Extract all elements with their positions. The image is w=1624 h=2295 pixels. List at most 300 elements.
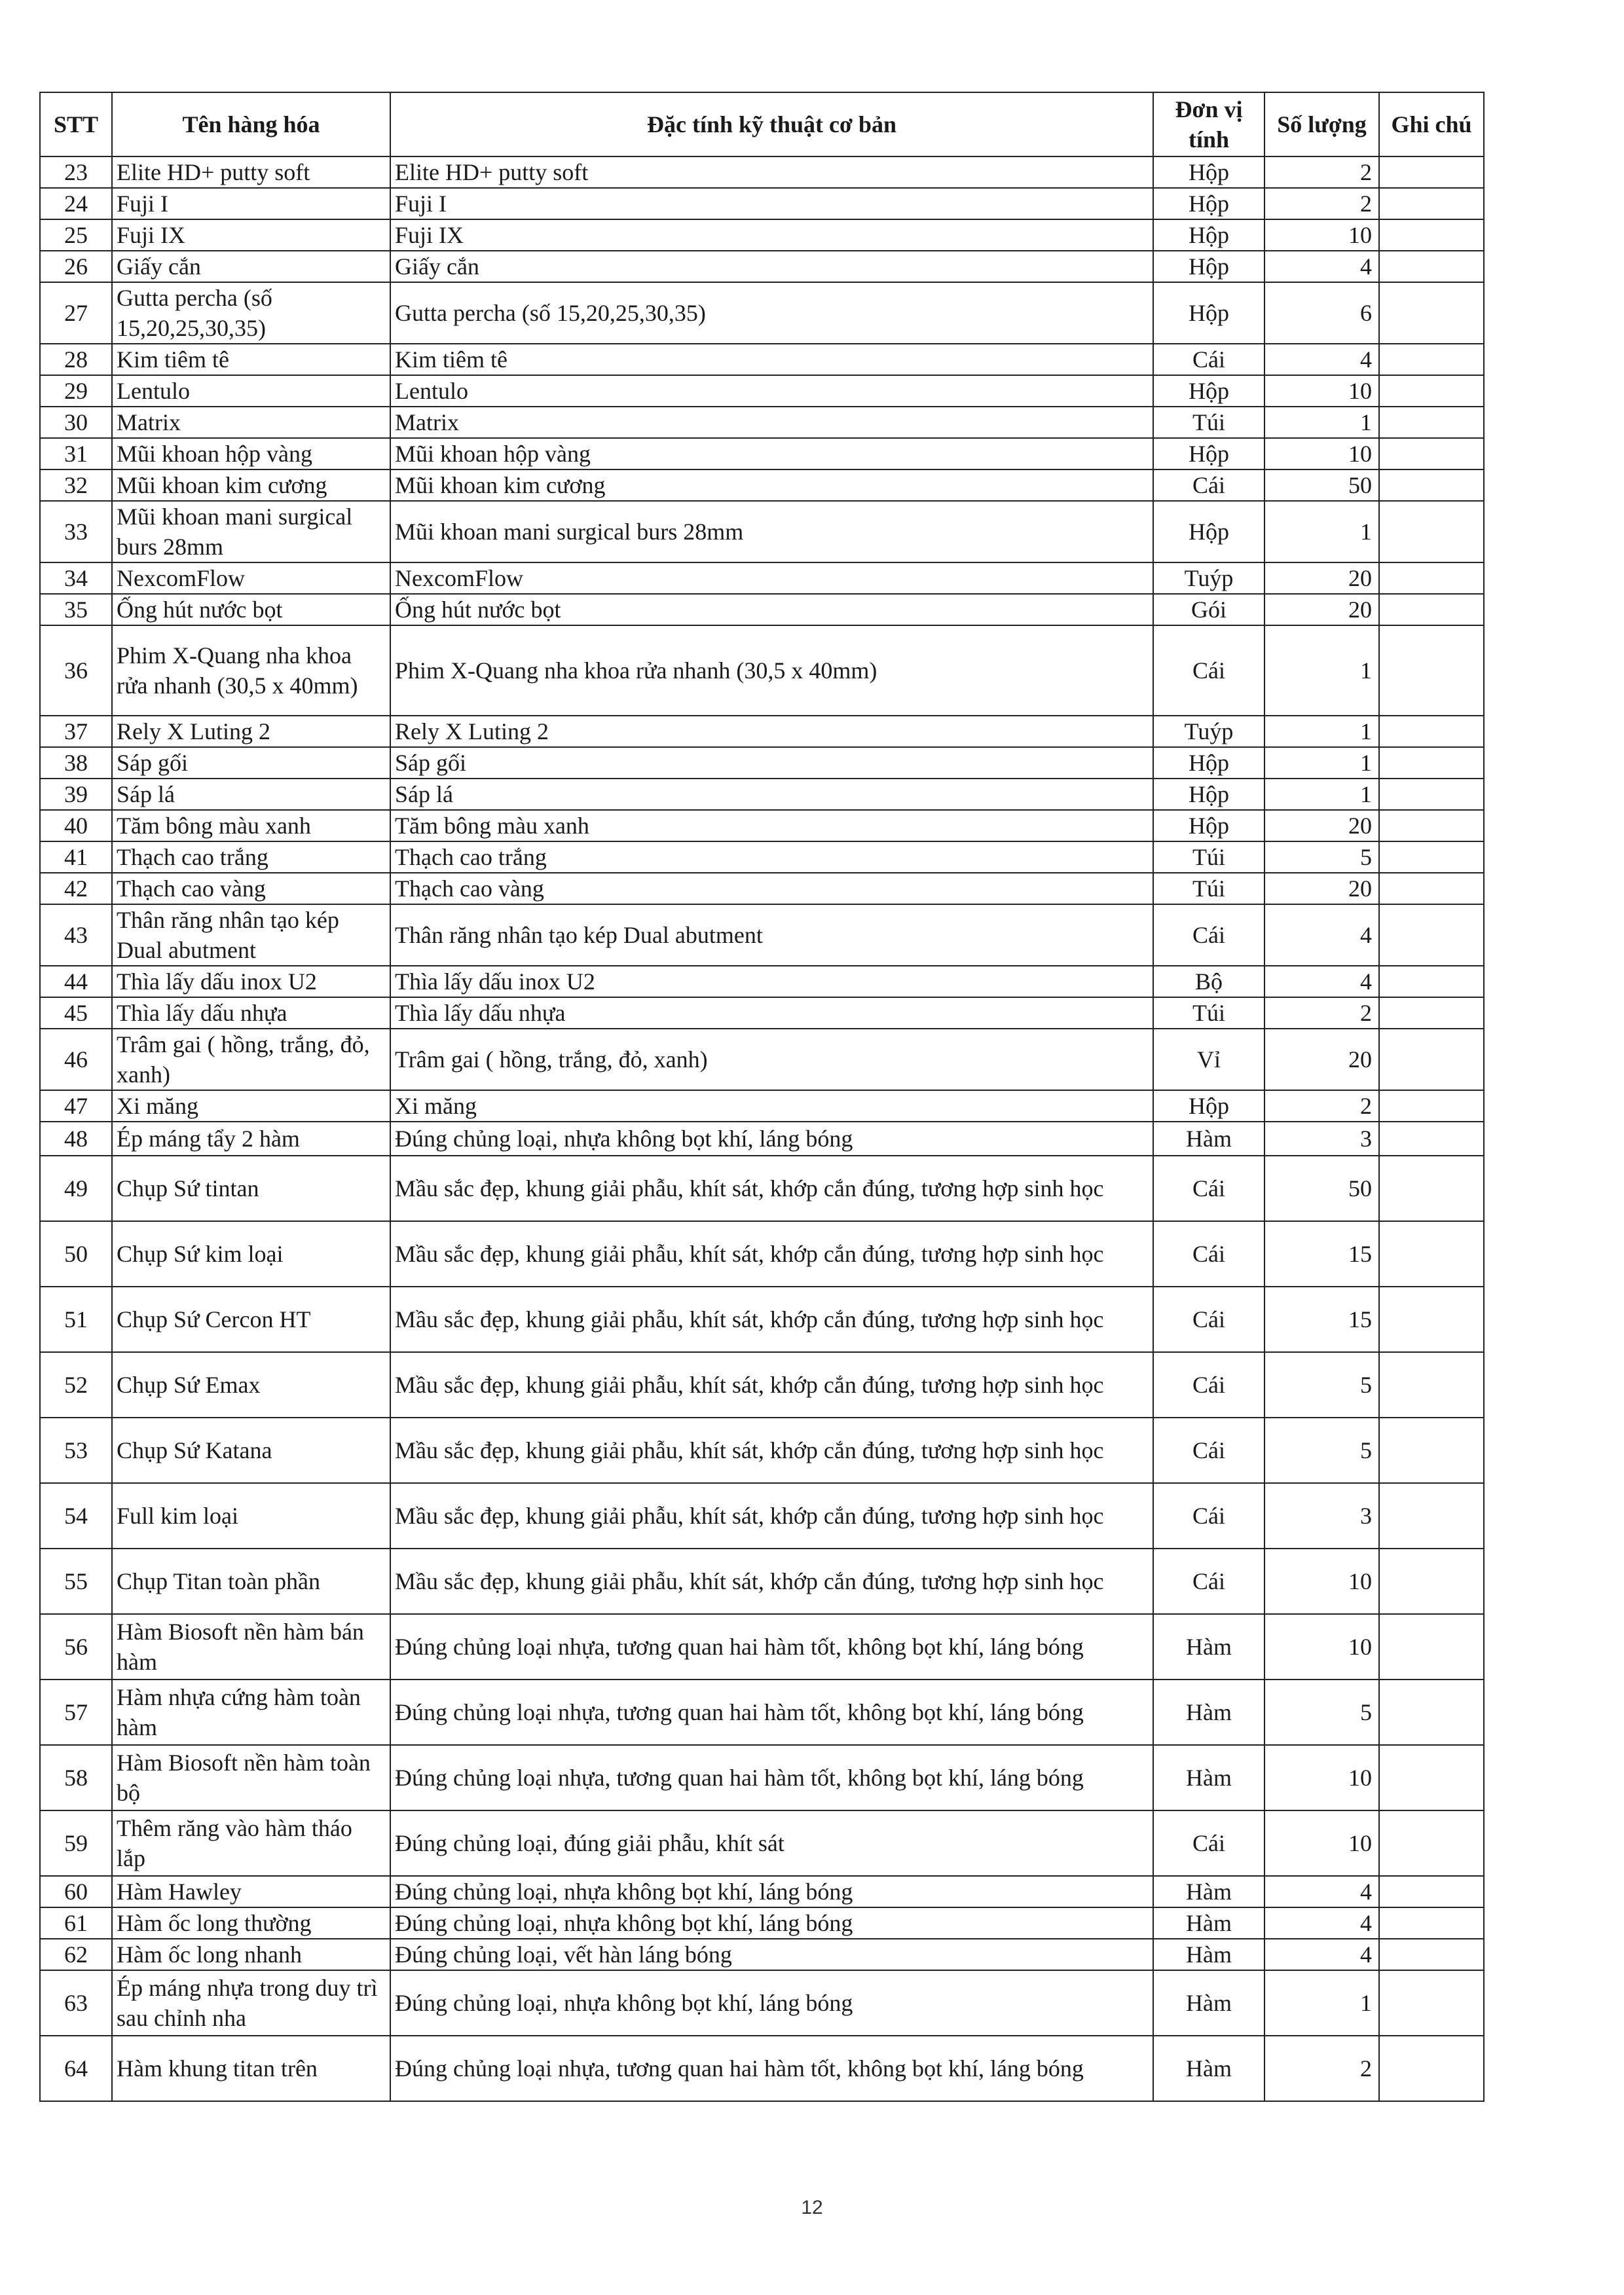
cell-note bbox=[1379, 1483, 1484, 1549]
cell-spec: Mũi khoan kim cương bbox=[390, 469, 1153, 501]
cell-qty: 3 bbox=[1264, 1122, 1379, 1156]
table-row bbox=[40, 282, 1484, 344]
cell-name: Mũi khoan mani surgical burs 28mm bbox=[112, 501, 390, 562]
table-row bbox=[40, 747, 1484, 779]
table-row bbox=[40, 1287, 1484, 1352]
cell-unit: Cái bbox=[1153, 1352, 1264, 1418]
cell-note bbox=[1379, 625, 1484, 716]
cell-stt: 23 bbox=[40, 156, 112, 188]
cell-name: Kim tiêm tê bbox=[112, 344, 390, 375]
cell-spec: Thạch cao trắng bbox=[390, 841, 1153, 873]
cell-qty: 1 bbox=[1264, 716, 1379, 747]
cell-stt: 59 bbox=[40, 1810, 112, 1876]
cell-name: Hàm nhựa cứng hàm toàn hàm bbox=[112, 1680, 390, 1745]
cell-name: Hàm Hawley bbox=[112, 1876, 390, 1907]
table-row bbox=[40, 2036, 1484, 2101]
cell-stt: 62 bbox=[40, 1939, 112, 1970]
cell-spec: Tăm bông màu xanh bbox=[390, 810, 1153, 841]
cell-unit: Vỉ bbox=[1153, 1029, 1264, 1090]
cell-name: Sáp gối bbox=[112, 747, 390, 779]
cell-stt: 41 bbox=[40, 841, 112, 873]
cell-qty: 1 bbox=[1264, 779, 1379, 810]
cell-note bbox=[1379, 873, 1484, 904]
cell-name: Chụp Sứ Cercon HT bbox=[112, 1287, 390, 1352]
cell-qty: 10 bbox=[1264, 1810, 1379, 1876]
table-row bbox=[40, 1876, 1484, 1907]
cell-stt: 58 bbox=[40, 1745, 112, 1810]
cell-name: NexcomFlow bbox=[112, 562, 390, 594]
table-row bbox=[40, 716, 1484, 747]
cell-note bbox=[1379, 1907, 1484, 1939]
cell-qty: 5 bbox=[1264, 1352, 1379, 1418]
cell-name: Thìa lấy dấu inox U2 bbox=[112, 966, 390, 997]
cell-qty: 1 bbox=[1264, 747, 1379, 779]
cell-name: Hàm ốc long nhanh bbox=[112, 1939, 390, 1970]
cell-stt: 45 bbox=[40, 997, 112, 1029]
cell-unit: Hàm bbox=[1153, 1970, 1264, 2036]
cell-unit: Cái bbox=[1153, 1810, 1264, 1876]
cell-stt: 46 bbox=[40, 1029, 112, 1090]
cell-spec: Mầu sắc đẹp, khung giải phẫu, khít sát, khớp cắn đúng, tương hợp sinh học bbox=[390, 1156, 1153, 1221]
cell-note bbox=[1379, 375, 1484, 407]
cell-name: Chụp Sứ Emax bbox=[112, 1352, 390, 1418]
cell-spec: Thạch cao vàng bbox=[390, 873, 1153, 904]
cell-qty: 6 bbox=[1264, 282, 1379, 344]
cell-note bbox=[1379, 1745, 1484, 1810]
cell-note bbox=[1379, 997, 1484, 1029]
cell-qty: 15 bbox=[1264, 1221, 1379, 1287]
table-row bbox=[40, 1745, 1484, 1810]
cell-unit: Hộp bbox=[1153, 156, 1264, 188]
cell-spec: Mầu sắc đẹp, khung giải phẫu, khít sát, khớp cắn đúng, tương hợp sinh học bbox=[390, 1418, 1153, 1483]
table-row bbox=[40, 156, 1484, 188]
cell-stt: 51 bbox=[40, 1287, 112, 1352]
cell-note bbox=[1379, 904, 1484, 966]
cell-name: Thân răng nhân tạo kép Dual abutment bbox=[112, 904, 390, 966]
cell-stt: 40 bbox=[40, 810, 112, 841]
table-row bbox=[40, 1418, 1484, 1483]
cell-spec: Matrix bbox=[390, 407, 1153, 438]
cell-unit: Hộp bbox=[1153, 438, 1264, 469]
cell-stt: 44 bbox=[40, 966, 112, 997]
cell-spec: Thìa lấy dấu inox U2 bbox=[390, 966, 1153, 997]
cell-unit: Cái bbox=[1153, 344, 1264, 375]
cell-stt: 42 bbox=[40, 873, 112, 904]
cell-qty: 5 bbox=[1264, 1680, 1379, 1745]
cell-name: Hàm khung titan trên bbox=[112, 2036, 390, 2101]
cell-stt: 64 bbox=[40, 2036, 112, 2101]
cell-spec: Trâm gai ( hồng, trắng, đỏ, xanh) bbox=[390, 1029, 1153, 1090]
cell-spec: Mầu sắc đẹp, khung giải phẫu, khít sát, khớp cắn đúng, tương hợp sinh học bbox=[390, 1287, 1153, 1352]
table-row bbox=[40, 779, 1484, 810]
cell-unit: Hộp bbox=[1153, 810, 1264, 841]
cell-name: Ống hút nước bọt bbox=[112, 594, 390, 625]
cell-qty: 2 bbox=[1264, 188, 1379, 219]
cell-stt: 29 bbox=[40, 375, 112, 407]
table-row bbox=[40, 966, 1484, 997]
cell-note bbox=[1379, 1221, 1484, 1287]
cell-qty: 4 bbox=[1264, 1876, 1379, 1907]
cell-spec: Mầu sắc đẹp, khung giải phẫu, khít sát, khớp cắn đúng, tương hợp sinh học bbox=[390, 1483, 1153, 1549]
cell-spec: Lentulo bbox=[390, 375, 1153, 407]
cell-note bbox=[1379, 716, 1484, 747]
cell-stt: 47 bbox=[40, 1090, 112, 1122]
cell-qty: 2 bbox=[1264, 1090, 1379, 1122]
cell-note bbox=[1379, 562, 1484, 594]
header-stt: STT bbox=[40, 92, 112, 156]
cell-qty: 10 bbox=[1264, 1614, 1379, 1680]
cell-note bbox=[1379, 1418, 1484, 1483]
cell-spec: Kim tiêm tê bbox=[390, 344, 1153, 375]
cell-name: Mũi khoan hộp vàng bbox=[112, 438, 390, 469]
cell-unit: Túi bbox=[1153, 873, 1264, 904]
cell-unit: Hộp bbox=[1153, 188, 1264, 219]
cell-note bbox=[1379, 1680, 1484, 1745]
cell-stt: 57 bbox=[40, 1680, 112, 1745]
table-header-row bbox=[40, 92, 1484, 156]
cell-note bbox=[1379, 1156, 1484, 1221]
cell-qty: 4 bbox=[1264, 1939, 1379, 1970]
cell-spec: Đúng chủng loại nhựa, tương quan hai hàm tốt, không bọt khí, láng bóng bbox=[390, 1614, 1153, 1680]
cell-unit: Cái bbox=[1153, 1418, 1264, 1483]
table-row bbox=[40, 219, 1484, 251]
cell-note bbox=[1379, 501, 1484, 562]
cell-stt: 54 bbox=[40, 1483, 112, 1549]
cell-note bbox=[1379, 1549, 1484, 1614]
cell-note bbox=[1379, 1352, 1484, 1418]
cell-qty: 4 bbox=[1264, 1907, 1379, 1939]
cell-note bbox=[1379, 594, 1484, 625]
cell-unit: Gói bbox=[1153, 594, 1264, 625]
table-row bbox=[40, 1614, 1484, 1680]
table-row bbox=[40, 1122, 1484, 1156]
cell-stt: 31 bbox=[40, 438, 112, 469]
cell-note bbox=[1379, 1970, 1484, 2036]
cell-spec: Đúng chủng loại nhựa, tương quan hai hàm tốt, không bọt khí, láng bóng bbox=[390, 2036, 1153, 2101]
cell-qty: 4 bbox=[1264, 966, 1379, 997]
cell-note bbox=[1379, 438, 1484, 469]
cell-stt: 34 bbox=[40, 562, 112, 594]
cell-qty: 4 bbox=[1264, 904, 1379, 966]
cell-name: Chụp Sứ tintan bbox=[112, 1156, 390, 1221]
table-row bbox=[40, 1352, 1484, 1418]
cell-unit: Hàm bbox=[1153, 1122, 1264, 1156]
cell-unit: Cái bbox=[1153, 625, 1264, 716]
cell-name: Fuji IX bbox=[112, 219, 390, 251]
table-row bbox=[40, 251, 1484, 282]
cell-stt: 30 bbox=[40, 407, 112, 438]
cell-stt: 35 bbox=[40, 594, 112, 625]
cell-qty: 10 bbox=[1264, 438, 1379, 469]
cell-name: Chụp Titan toàn phần bbox=[112, 1549, 390, 1614]
cell-unit: Hàm bbox=[1153, 2036, 1264, 2101]
cell-note bbox=[1379, 810, 1484, 841]
cell-unit: Cái bbox=[1153, 1483, 1264, 1549]
cell-unit: Hàm bbox=[1153, 1907, 1264, 1939]
cell-stt: 28 bbox=[40, 344, 112, 375]
cell-spec: Mầu sắc đẹp, khung giải phẫu, khít sát, khớp cắn đúng, tương hợp sinh học bbox=[390, 1221, 1153, 1287]
cell-stt: 48 bbox=[40, 1122, 112, 1156]
table-row bbox=[40, 1810, 1484, 1876]
cell-spec: Xi măng bbox=[390, 1090, 1153, 1122]
cell-spec: Fuji I bbox=[390, 188, 1153, 219]
cell-stt: 63 bbox=[40, 1970, 112, 2036]
cell-name: Ép máng tẩy 2 hàm bbox=[112, 1122, 390, 1156]
cell-spec: Đúng chủng loại, nhựa không bọt khí, láng bóng bbox=[390, 1970, 1153, 2036]
cell-unit: Tuýp bbox=[1153, 716, 1264, 747]
cell-qty: 1 bbox=[1264, 625, 1379, 716]
cell-stt: 43 bbox=[40, 904, 112, 966]
header-unit: Đơn vị tính bbox=[1153, 92, 1264, 156]
cell-spec: Gutta percha (số 15,20,25,30,35) bbox=[390, 282, 1153, 344]
cell-note bbox=[1379, 219, 1484, 251]
cell-spec: Phim X-Quang nha khoa rửa nhanh (30,5 x 40mm) bbox=[390, 625, 1153, 716]
cell-stt: 25 bbox=[40, 219, 112, 251]
cell-qty: 50 bbox=[1264, 1156, 1379, 1221]
cell-stt: 36 bbox=[40, 625, 112, 716]
cell-unit: Hộp bbox=[1153, 779, 1264, 810]
cell-stt: 56 bbox=[40, 1614, 112, 1680]
header-name: Tên hàng hóa bbox=[112, 92, 390, 156]
cell-name: Fuji I bbox=[112, 188, 390, 219]
cell-name: Chụp Sứ Katana bbox=[112, 1418, 390, 1483]
table-row bbox=[40, 594, 1484, 625]
cell-name: Giấy cắn bbox=[112, 251, 390, 282]
cell-note bbox=[1379, 966, 1484, 997]
cell-name: Trâm gai ( hồng, trắng, đỏ, xanh) bbox=[112, 1029, 390, 1090]
cell-stt: 38 bbox=[40, 747, 112, 779]
cell-qty: 1 bbox=[1264, 1970, 1379, 2036]
table-row bbox=[40, 810, 1484, 841]
cell-name: Tăm bông màu xanh bbox=[112, 810, 390, 841]
cell-spec: Đúng chủng loại, nhựa không bọt khí, láng bóng bbox=[390, 1876, 1153, 1907]
cell-spec: Thìa lấy dấu nhựa bbox=[390, 997, 1153, 1029]
table-row bbox=[40, 997, 1484, 1029]
header-qty: Số lượng bbox=[1264, 92, 1379, 156]
cell-qty: 1 bbox=[1264, 407, 1379, 438]
cell-note bbox=[1379, 747, 1484, 779]
table-row bbox=[40, 562, 1484, 594]
cell-unit: Hàm bbox=[1153, 1680, 1264, 1745]
cell-stt: 39 bbox=[40, 779, 112, 810]
table-row bbox=[40, 1221, 1484, 1287]
cell-name: Full kim loại bbox=[112, 1483, 390, 1549]
cell-note bbox=[1379, 1939, 1484, 1970]
cell-spec: Rely X Luting 2 bbox=[390, 716, 1153, 747]
cell-note bbox=[1379, 156, 1484, 188]
cell-note bbox=[1379, 1810, 1484, 1876]
cell-unit: Hộp bbox=[1153, 251, 1264, 282]
cell-unit: Hộp bbox=[1153, 219, 1264, 251]
table-row bbox=[40, 407, 1484, 438]
cell-unit: Hộp bbox=[1153, 282, 1264, 344]
cell-unit: Cái bbox=[1153, 904, 1264, 966]
cell-unit: Cái bbox=[1153, 1156, 1264, 1221]
cell-note bbox=[1379, 1029, 1484, 1090]
cell-name: Matrix bbox=[112, 407, 390, 438]
cell-unit: Túi bbox=[1153, 407, 1264, 438]
cell-note bbox=[1379, 841, 1484, 873]
cell-name: Lentulo bbox=[112, 375, 390, 407]
table-row bbox=[40, 438, 1484, 469]
cell-unit: Cái bbox=[1153, 1221, 1264, 1287]
table-row bbox=[40, 1156, 1484, 1221]
cell-qty: 2 bbox=[1264, 2036, 1379, 2101]
cell-note bbox=[1379, 344, 1484, 375]
cell-note bbox=[1379, 282, 1484, 344]
cell-qty: 50 bbox=[1264, 469, 1379, 501]
cell-name: Elite HD+ putty soft bbox=[112, 156, 390, 188]
cell-qty: 10 bbox=[1264, 1745, 1379, 1810]
cell-unit: Hộp bbox=[1153, 747, 1264, 779]
table-row bbox=[40, 1549, 1484, 1614]
cell-qty: 2 bbox=[1264, 156, 1379, 188]
cell-name: Xi măng bbox=[112, 1090, 390, 1122]
cell-spec: Đúng chủng loại, đúng giải phẫu, khít sát bbox=[390, 1810, 1153, 1876]
cell-spec: Đúng chủng loại, vết hàn láng bóng bbox=[390, 1939, 1153, 1970]
cell-note bbox=[1379, 2036, 1484, 2101]
cell-stt: 52 bbox=[40, 1352, 112, 1418]
cell-stt: 55 bbox=[40, 1549, 112, 1614]
cell-stt: 32 bbox=[40, 469, 112, 501]
table-row bbox=[40, 469, 1484, 501]
cell-qty: 5 bbox=[1264, 1418, 1379, 1483]
cell-name: Rely X Luting 2 bbox=[112, 716, 390, 747]
cell-qty: 1 bbox=[1264, 501, 1379, 562]
cell-name: Thạch cao vàng bbox=[112, 873, 390, 904]
cell-name: Mũi khoan kim cương bbox=[112, 469, 390, 501]
cell-unit: Cái bbox=[1153, 1287, 1264, 1352]
cell-note bbox=[1379, 779, 1484, 810]
cell-note bbox=[1379, 1876, 1484, 1907]
cell-note bbox=[1379, 469, 1484, 501]
table-row bbox=[40, 1029, 1484, 1090]
cell-unit: Hàm bbox=[1153, 1614, 1264, 1680]
cell-qty: 10 bbox=[1264, 1549, 1379, 1614]
cell-note bbox=[1379, 1090, 1484, 1122]
header-note: Ghi chú bbox=[1379, 92, 1484, 156]
cell-stt: 37 bbox=[40, 716, 112, 747]
cell-spec: Mũi khoan mani surgical burs 28mm bbox=[390, 501, 1153, 562]
cell-name: Gutta percha (số 15,20,25,30,35) bbox=[112, 282, 390, 344]
header-spec: Đặc tính kỹ thuật cơ bản bbox=[390, 92, 1153, 156]
cell-name: Chụp Sứ kim loại bbox=[112, 1221, 390, 1287]
cell-qty: 20 bbox=[1264, 873, 1379, 904]
page-number: 12 bbox=[801, 2197, 823, 2218]
table-row bbox=[40, 188, 1484, 219]
cell-unit: Bộ bbox=[1153, 966, 1264, 997]
cell-qty: 20 bbox=[1264, 1029, 1379, 1090]
cell-stt: 49 bbox=[40, 1156, 112, 1221]
cell-unit: Hàm bbox=[1153, 1876, 1264, 1907]
cell-unit: Hộp bbox=[1153, 375, 1264, 407]
cell-note bbox=[1379, 1122, 1484, 1156]
cell-unit: Hộp bbox=[1153, 1090, 1264, 1122]
cell-unit: Cái bbox=[1153, 469, 1264, 501]
cell-stt: 33 bbox=[40, 501, 112, 562]
procurement-table bbox=[39, 92, 1485, 2102]
cell-qty: 15 bbox=[1264, 1287, 1379, 1352]
table-row bbox=[40, 1907, 1484, 1939]
cell-unit: Cái bbox=[1153, 1549, 1264, 1614]
cell-note bbox=[1379, 1614, 1484, 1680]
cell-stt: 27 bbox=[40, 282, 112, 344]
table-row bbox=[40, 841, 1484, 873]
cell-name: Hàm ốc long thường bbox=[112, 1907, 390, 1939]
cell-spec: Đúng chủng loại nhựa, tương quan hai hàm tốt, không bọt khí, láng bóng bbox=[390, 1745, 1153, 1810]
cell-unit: Hộp bbox=[1153, 501, 1264, 562]
cell-unit: Tuýp bbox=[1153, 562, 1264, 594]
cell-unit: Túi bbox=[1153, 841, 1264, 873]
table-row bbox=[40, 625, 1484, 716]
table-row bbox=[40, 1483, 1484, 1549]
cell-spec: Đúng chủng loại, nhựa không bọt khí, láng bóng bbox=[390, 1907, 1153, 1939]
cell-note bbox=[1379, 407, 1484, 438]
cell-unit: Hàm bbox=[1153, 1745, 1264, 1810]
cell-qty: 20 bbox=[1264, 810, 1379, 841]
cell-note bbox=[1379, 251, 1484, 282]
cell-qty: 10 bbox=[1264, 219, 1379, 251]
cell-stt: 26 bbox=[40, 251, 112, 282]
cell-qty: 10 bbox=[1264, 375, 1379, 407]
cell-note bbox=[1379, 188, 1484, 219]
cell-spec: Thân răng nhân tạo kép Dual abutment bbox=[390, 904, 1153, 966]
cell-name: Hàm Biosoft nền hàm toàn bộ bbox=[112, 1745, 390, 1810]
cell-spec: Giấy cắn bbox=[390, 251, 1153, 282]
cell-spec: Đúng chủng loại nhựa, tương quan hai hàm tốt, không bọt khí, láng bóng bbox=[390, 1680, 1153, 1745]
table-row bbox=[40, 375, 1484, 407]
cell-note bbox=[1379, 1287, 1484, 1352]
cell-stt: 61 bbox=[40, 1907, 112, 1939]
cell-unit: Túi bbox=[1153, 997, 1264, 1029]
table-body bbox=[40, 156, 1484, 2101]
cell-qty: 3 bbox=[1264, 1483, 1379, 1549]
table-row bbox=[40, 1939, 1484, 1970]
cell-unit: Hàm bbox=[1153, 1939, 1264, 1970]
cell-spec: Fuji IX bbox=[390, 219, 1153, 251]
cell-spec: Ống hút nước bọt bbox=[390, 594, 1153, 625]
cell-name: Ép máng nhựa trong duy trì sau chỉnh nha bbox=[112, 1970, 390, 2036]
cell-qty: 20 bbox=[1264, 562, 1379, 594]
cell-spec: Mầu sắc đẹp, khung giải phẫu, khít sát, khớp cắn đúng, tương hợp sinh học bbox=[390, 1352, 1153, 1418]
table-row bbox=[40, 1090, 1484, 1122]
cell-name: Thìa lấy dấu nhựa bbox=[112, 997, 390, 1029]
cell-name: Phim X-Quang nha khoa rửa nhanh (30,5 x 40mm) bbox=[112, 625, 390, 716]
cell-qty: 4 bbox=[1264, 344, 1379, 375]
cell-spec: Mũi khoan hộp vàng bbox=[390, 438, 1153, 469]
cell-stt: 53 bbox=[40, 1418, 112, 1483]
cell-spec: Sáp gối bbox=[390, 747, 1153, 779]
cell-spec: Mầu sắc đẹp, khung giải phẫu, khít sát, khớp cắn đúng, tương hợp sinh học bbox=[390, 1549, 1153, 1614]
table-row bbox=[40, 344, 1484, 375]
cell-spec: Elite HD+ putty soft bbox=[390, 156, 1153, 188]
cell-spec: Sáp lá bbox=[390, 779, 1153, 810]
cell-stt: 50 bbox=[40, 1221, 112, 1287]
cell-spec: Đúng chủng loại, nhựa không bọt khí, láng bóng bbox=[390, 1122, 1153, 1156]
cell-name: Sáp lá bbox=[112, 779, 390, 810]
table-row bbox=[40, 873, 1484, 904]
cell-stt: 24 bbox=[40, 188, 112, 219]
cell-qty: 4 bbox=[1264, 251, 1379, 282]
cell-name: Hàm Biosoft nền hàm bán hàm bbox=[112, 1614, 390, 1680]
cell-name: Thạch cao trắng bbox=[112, 841, 390, 873]
table-row bbox=[40, 904, 1484, 966]
cell-name: Thêm răng vào hàm tháo lắp bbox=[112, 1810, 390, 1876]
cell-qty: 2 bbox=[1264, 997, 1379, 1029]
cell-qty: 20 bbox=[1264, 594, 1379, 625]
cell-spec: NexcomFlow bbox=[390, 562, 1153, 594]
table-row bbox=[40, 1680, 1484, 1745]
